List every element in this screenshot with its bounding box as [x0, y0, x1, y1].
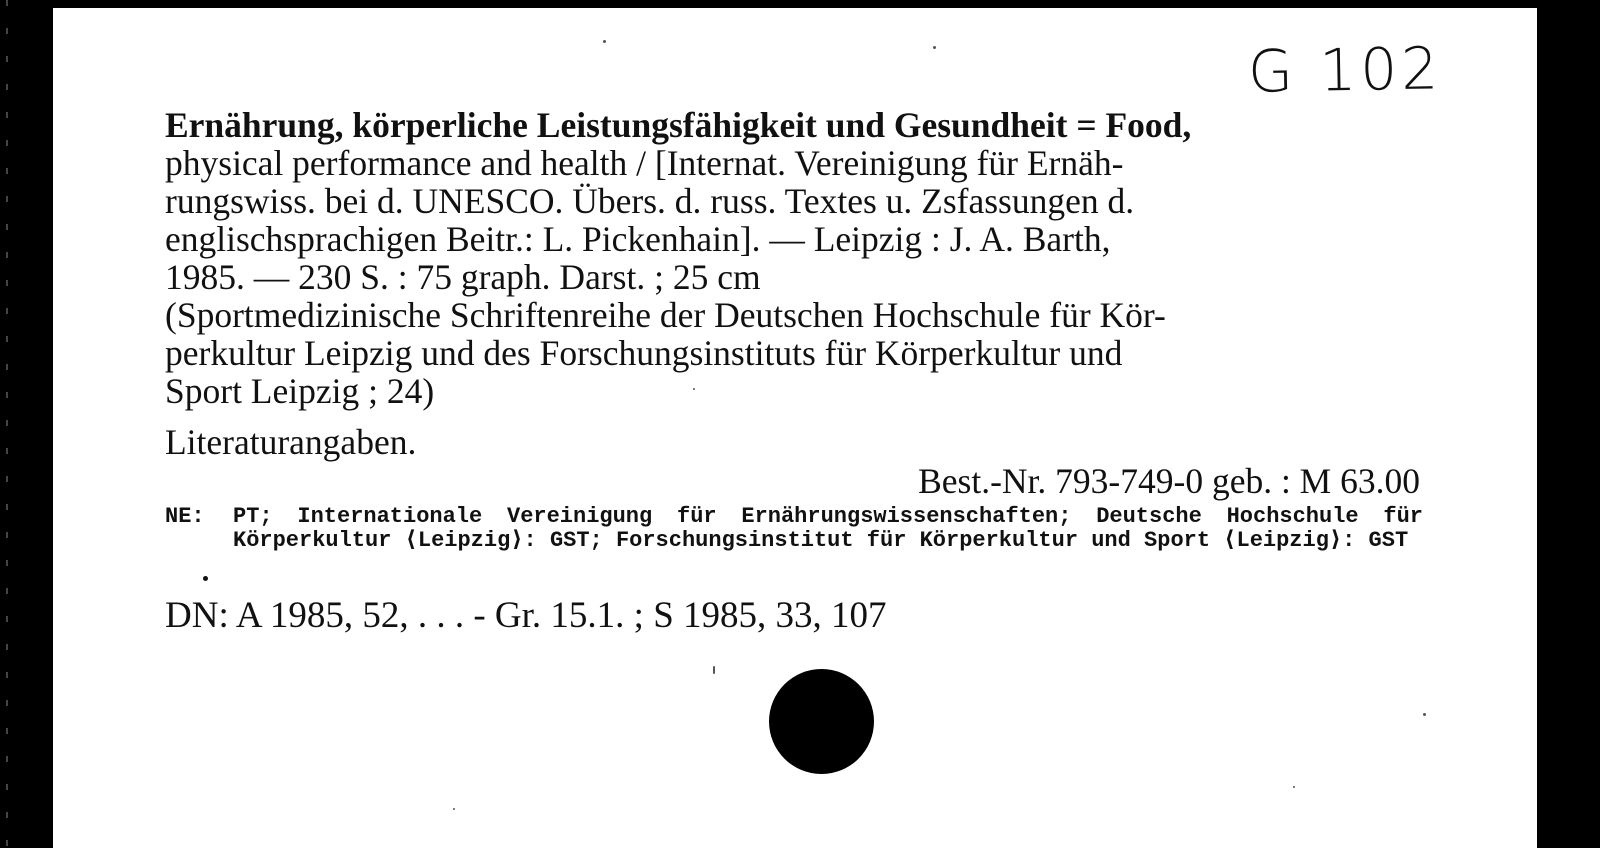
card-punch-hole [769, 669, 874, 774]
entry-line-5: (Sportmedizinische Schriftenreihe der Deutschen Hochschule für Kör- [165, 295, 1166, 335]
entry-line-3: englischsprachigen Beitr.: L. Pickenhain]. — Leipzig : J. A. Barth, [165, 219, 1111, 259]
notes-line: Literaturangaben. [165, 422, 417, 462]
ne-text: PT; Internationale Vereinigung für Ernährungswissenschaften; Deutsche Hochschule für Körperkultur ⟨Leipzig⟩: GST; Forschungsinstitut für Körperkultur und Sport ⟨Leipzig⟩: GST [233, 504, 1423, 553]
added-entries-block [165, 505, 1423, 553]
entry-line-4: 1985. — 230 S. : 75 graph. Darst. ; 25 cm [165, 257, 761, 297]
dust-speck [603, 40, 606, 43]
entry-line-6: perkultur Leipzig und des Forschungsinstituts für Körperkultur und [165, 333, 1123, 373]
dust-speck [713, 666, 715, 674]
dust-speck [933, 46, 936, 49]
handwritten-shelfmark: G 102 [1247, 34, 1443, 106]
title-line [165, 106, 1429, 144]
dn-reference-line: DN: A 1985, 52, . . . - Gr. 15.1. ; S 1985, 33, 107 [165, 595, 887, 636]
ne-label: NE: [165, 504, 205, 529]
entry-line-2: rungswiss. bei d. UNESCO. Übers. d. russ. Textes u. Zsfassungen d. [165, 181, 1135, 221]
dust-speck [1423, 713, 1426, 716]
dust-speck [1293, 786, 1295, 788]
title-bold-text: Ernährung, körperliche Leistungsfähigkeit und Gesundheit = Food, [165, 105, 1192, 145]
order-number-price: Best.-Nr. 793-749-0 geb. : M 63.00 [918, 461, 1420, 501]
entry-line-1: physical performance and health / [Internat. Vereinigung für Ernäh- [165, 143, 1124, 183]
catalog-card [53, 8, 1537, 848]
entry-line-7: Sport Leipzig ; 24) [165, 371, 435, 411]
bibliographic-entry [165, 106, 1429, 410]
dust-speck [453, 808, 455, 810]
dust-speck [693, 388, 695, 390]
film-edge-marks [6, 0, 8, 848]
dust-speck [203, 576, 208, 581]
